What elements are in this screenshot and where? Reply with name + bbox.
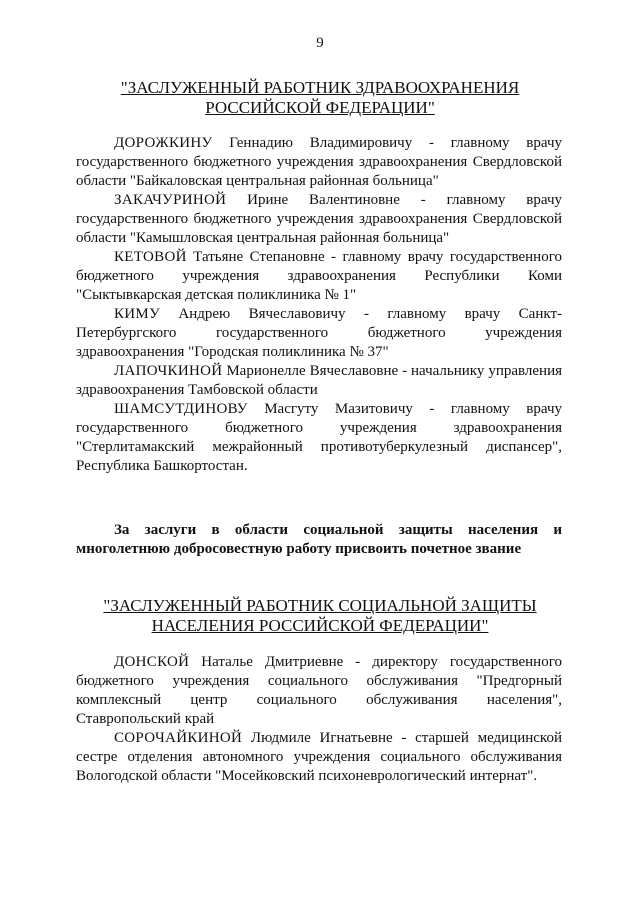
decree-paragraph: За заслуги в области социальной защиты населения и многолетнюю добросовестную работу присвоить почетное звание xyxy=(76,522,562,557)
award-entry xyxy=(76,729,562,786)
award-entry xyxy=(76,191,562,248)
recipient-surname: ДОРОЖКИНУ xyxy=(114,135,213,151)
recipient-surname: ЗАКАЧУРИНОЙ xyxy=(114,192,227,208)
award-entry xyxy=(76,248,562,305)
award-entry xyxy=(76,134,562,191)
recipient-details: Марионелле Вячеславовне - начальнику управления здравоохранения Тамбовской области xyxy=(76,363,562,398)
recipient-surname: КЕТОВОЙ xyxy=(114,249,187,265)
section-title-social-worker xyxy=(60,596,580,636)
recipient-details: Наталье Дмитриевне - директору государственного бюджетного учреждения социального обслуживания "Предгорный комплексный центр социального обслуживания населения", Ставропольский край xyxy=(76,654,562,727)
recipient-details: Ирине Валентиновне - главному врачу государственного бюджетного учреждения здравоохранения Свердловской области "Камышловская центральная районная больница" xyxy=(76,192,562,246)
section-title-line-2: РОССИЙСКОЙ ФЕДЕРАЦИИ" xyxy=(205,98,435,117)
section-title-line-1: "ЗАСЛУЖЕННЫЙ РАБОТНИК СОЦИАЛЬНОЙ ЗАЩИТЫ xyxy=(103,596,537,615)
award-entry xyxy=(76,305,562,362)
recipient-surname: СОРОЧАЙКИНОЙ xyxy=(114,730,243,746)
recipient-surname: ЛАПОЧКИНОЙ xyxy=(114,363,223,379)
award-entry xyxy=(76,653,562,729)
award-list-health xyxy=(76,134,562,476)
page-number: 9 xyxy=(316,35,324,51)
recipient-surname: ШАМСУТДИНОВУ xyxy=(114,401,248,417)
section-title-health-worker xyxy=(60,78,580,118)
award-entry xyxy=(76,400,562,476)
award-list-social xyxy=(76,653,562,786)
recipient-details: Андрею Вячеславовичу - главному врачу Санкт-Петербургского государственного бюджетного учреждения здравоохранения "Городская поликлиника № 37" xyxy=(76,306,562,360)
recipient-details: Татьяне Степановне - главному врачу государственного бюджетного учреждения здравоохранения Республики Коми "Сыктывкарская детская поликлиника № 1" xyxy=(76,249,562,303)
recipient-details: Геннадию Владимировичу - главному врачу государственного бюджетного учреждения здравоохранения Свердловской области "Байкаловская центральная районная больница" xyxy=(76,135,562,189)
recipient-surname: ДОНСКОЙ xyxy=(114,654,190,670)
recipient-surname: КИМУ xyxy=(114,306,160,322)
recipient-details: Людмиле Игнатьевне - старшей медицинской сестре отделения автономного учреждения социального обслуживания Вологодской области "Мосейковский психоневрологический интернат". xyxy=(76,730,562,784)
recipient-details: Масгуту Мазитовичу - главному врачу государственного бюджетного учреждения здравоохранения "Стерлитамакский межрайонный противотуберкулезный диспансер", Республика Башкортостан. xyxy=(76,401,562,474)
award-entry xyxy=(76,362,562,400)
section-title-line-2: НАСЕЛЕНИЯ РОССИЙСКОЙ ФЕДЕРАЦИИ" xyxy=(151,616,489,635)
section-title-line-1: "ЗАСЛУЖЕННЫЙ РАБОТНИК ЗДРАВООХРАНЕНИЯ xyxy=(120,78,520,97)
